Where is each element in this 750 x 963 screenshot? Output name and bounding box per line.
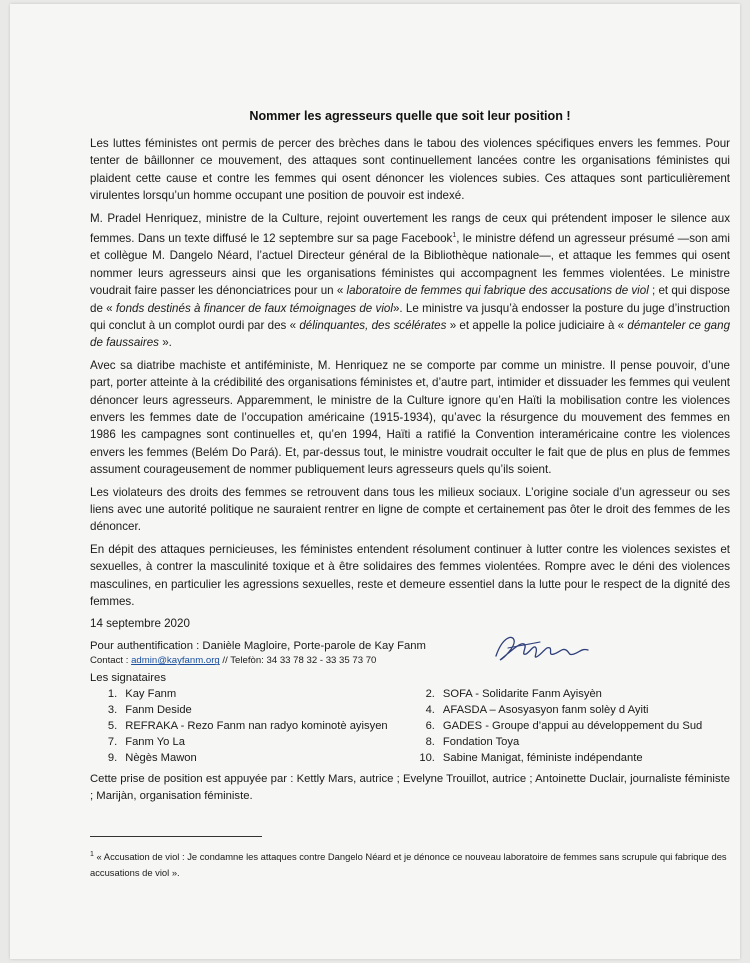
signatory-name: GADES - Groupe d’appui au développement du Sud — [442, 720, 703, 733]
signatories-row — [90, 718, 730, 734]
document-content — [90, 109, 730, 880]
signatory-number: 10. — [419, 752, 435, 765]
signatories-row — [90, 734, 730, 750]
signatories-row — [90, 702, 730, 718]
paragraph-2 — [90, 210, 730, 352]
document-page — [10, 4, 740, 959]
signatory-number: 2. — [425, 688, 435, 701]
signatory-name: SOFA - Solidarite Fanm Ayisyèn — [442, 688, 602, 701]
signatory-number: 5. — [107, 720, 118, 733]
paragraph-text: ». — [158, 336, 172, 350]
signatory-name: Kay Fanm — [125, 688, 177, 701]
contact-phone: // Telefòn: 34 33 78 32 - 33 35 73 70 — [219, 655, 377, 667]
signatory-number: 6. — [425, 720, 435, 733]
paragraph-4 — [90, 484, 730, 536]
signatory-name: Fanm Yo La — [125, 736, 185, 749]
body-text — [90, 135, 730, 610]
footnote-divider — [90, 836, 262, 837]
signatory-number: 8. — [425, 736, 435, 749]
signatories-row — [90, 686, 730, 702]
footnote — [90, 847, 730, 879]
signatory-number: 1. — [107, 688, 118, 701]
support-statement: Cette prise de position est appuyée par : Kettly Mars, autrice ; Evelyne Trouillot, autrice ; Antoinette Duclair, journaliste féministe ; Marijàn, organisation féministe. — [90, 773, 730, 802]
paragraph-text: » et appelle la police judiciaire à « — [446, 318, 628, 332]
paragraph-text: ». Le ministre va jusqu’à endosser la posture du juge d’instruction qui conclut à un complot ourdi par des « — [90, 301, 730, 332]
quoted-phrase: fonds destinés à financer de faux témoignages de viol — [115, 301, 393, 315]
signatory-number: 3. — [107, 704, 118, 717]
paragraph-text: En dépit des attaques pernicieuses, les féministes entendent résolument continuer à lutter contre les violences sexistes et sexuelles, à contrer la masculinité toxique et à être solidaires des femmes violentées. Rompre avec le déni des violences masculines, en particulier les agressions sexuelles, reste et demeure essentiel dans la lutte pour le respect de la dignité des femmes. — [90, 542, 730, 609]
footnote-mark: 1 — [90, 851, 94, 859]
signatory-name: Fanm Deside — [125, 704, 192, 717]
paragraph-3 — [90, 357, 730, 479]
footnote-text: « Accusation de viol : Je condamne les attaques contre Dangelo Néard et je dénonce ce nouveau laboratoire de femmes sans scrupule qui fabrique des accusations de viol ». — [90, 851, 727, 878]
signatories-table — [90, 686, 730, 766]
contact-label: Contact : — [90, 655, 132, 667]
signatory-name: Fondation Toya — [442, 736, 520, 749]
authentication-row — [90, 636, 730, 654]
authentication-line: Pour authentification : Danièle Magloire, Porte-parole de Kay Fanm — [90, 640, 426, 653]
quoted-phrase: délinquantes, des scélérates — [299, 318, 447, 332]
signatory-number: 4. — [425, 704, 435, 717]
quoted-phrase: démanteler ce gang de faussaires — [90, 318, 731, 350]
signatory-name: AFASDA – Asosyasyon fanm solèy d Ayiti — [442, 704, 649, 717]
quoted-phrase: laboratoire de femmes qui fabrique des accusations de viol — [346, 284, 649, 298]
signatory-number: 7. — [107, 736, 118, 749]
footnote-ref: 1 — [452, 232, 457, 240]
paragraph-1 — [90, 135, 730, 205]
signatory-name: Sabine Manigat, féministe indépendante — [442, 752, 643, 765]
signatory-name: REFRAKA - Rezo Fanm nan radyo kominotè ayisyen — [125, 720, 388, 733]
paragraph-text: M. Pradel Henriquez, ministre de la Culture, rejoint ouvertement les rangs de ceux qui prétendent imposer le silence aux femmes. Dans un texte diffusé le 12 septembre sur sa page Facebook — [90, 211, 730, 245]
contact-line — [90, 654, 730, 668]
paragraph-text: ; et qui dispose de « — [90, 284, 730, 315]
contact-email-link[interactable]: admin@kayfanm.org — [131, 655, 220, 667]
paragraph-text: Les luttes féministes ont permis de percer des brèches dans le tabou des violences spécifiques envers les femmes. Pour tenter de bâillonner ce mouvement, des attaques sont continuellement lancées contre les organisations féministes qui plaident cette cause et contre les femmes qui osent dénoncer les violences subies. Ces attaques sont particulièrement virulentes lorsqu’un homme occupant une position de pouvoir est indexé. — [90, 137, 730, 203]
paragraph-5 — [90, 541, 730, 611]
handwritten-signature — [490, 630, 598, 664]
document-title: Nommer les agresseurs quelle que soit leur position ! — [249, 109, 571, 123]
signatory-number: 9. — [107, 752, 118, 765]
paragraph-text: Les violateurs des droits des femmes se retrouvent dans tous les milieux sociaux. L’origine sociale d’un agresseur ou ses liens avec une autorité politique ne sauraient rentrer en ligne de compte et certainement pas ôter le droit des femmes de les dénoncer. — [90, 485, 730, 534]
date: 14 septembre 2020 — [90, 617, 190, 631]
signatory-name: Nègès Mawon — [125, 752, 197, 765]
paragraph-text: , le ministre défend un agresseur présumé —son ami et collègue M. Dangelo Néard, l’actuel Directeur général de la Bibliothèque nationale—, et attaque les femmes qui osent nommer leurs agresseurs ainsi que les organisations féministes qui accompagnent les femmes violentées. Le ministre voudrait faire passer les dénonciatrices pour un « — [90, 231, 730, 298]
signatories-row — [90, 750, 730, 766]
paragraph-text: Avec sa diatribe machiste et antiféministe, M. Henriquez ne se comporte par comme un ministre. Il pense pouvoir, d’une part, porter atteinte à la crédibilité des organisations féministes et, d’autre part, intimider et dissuader les femmes qui veulent dénoncer leurs agresseurs. Apparemment, le ministre de la Culture ignore qu’en Haïti la mobilisation contre les violences envers les femmes date de l’occupation américaine (1915-1934), qu’avec la résurgence du mouvement des femmes en 1986 les campagnes sont continuelles et, qu’en 1994, Haïti a ratifié la Convention interaméricaine contre les violences envers les femmes (Belém Do Pará). Et, par-dessus tout, le ministre voudrait occulter le fait que de plus en plus de femmes assument courageusement de nommer publiquement leurs agresseurs quels qu’ils soient. — [90, 358, 730, 477]
signatories-title: Les signataires — [90, 672, 166, 685]
